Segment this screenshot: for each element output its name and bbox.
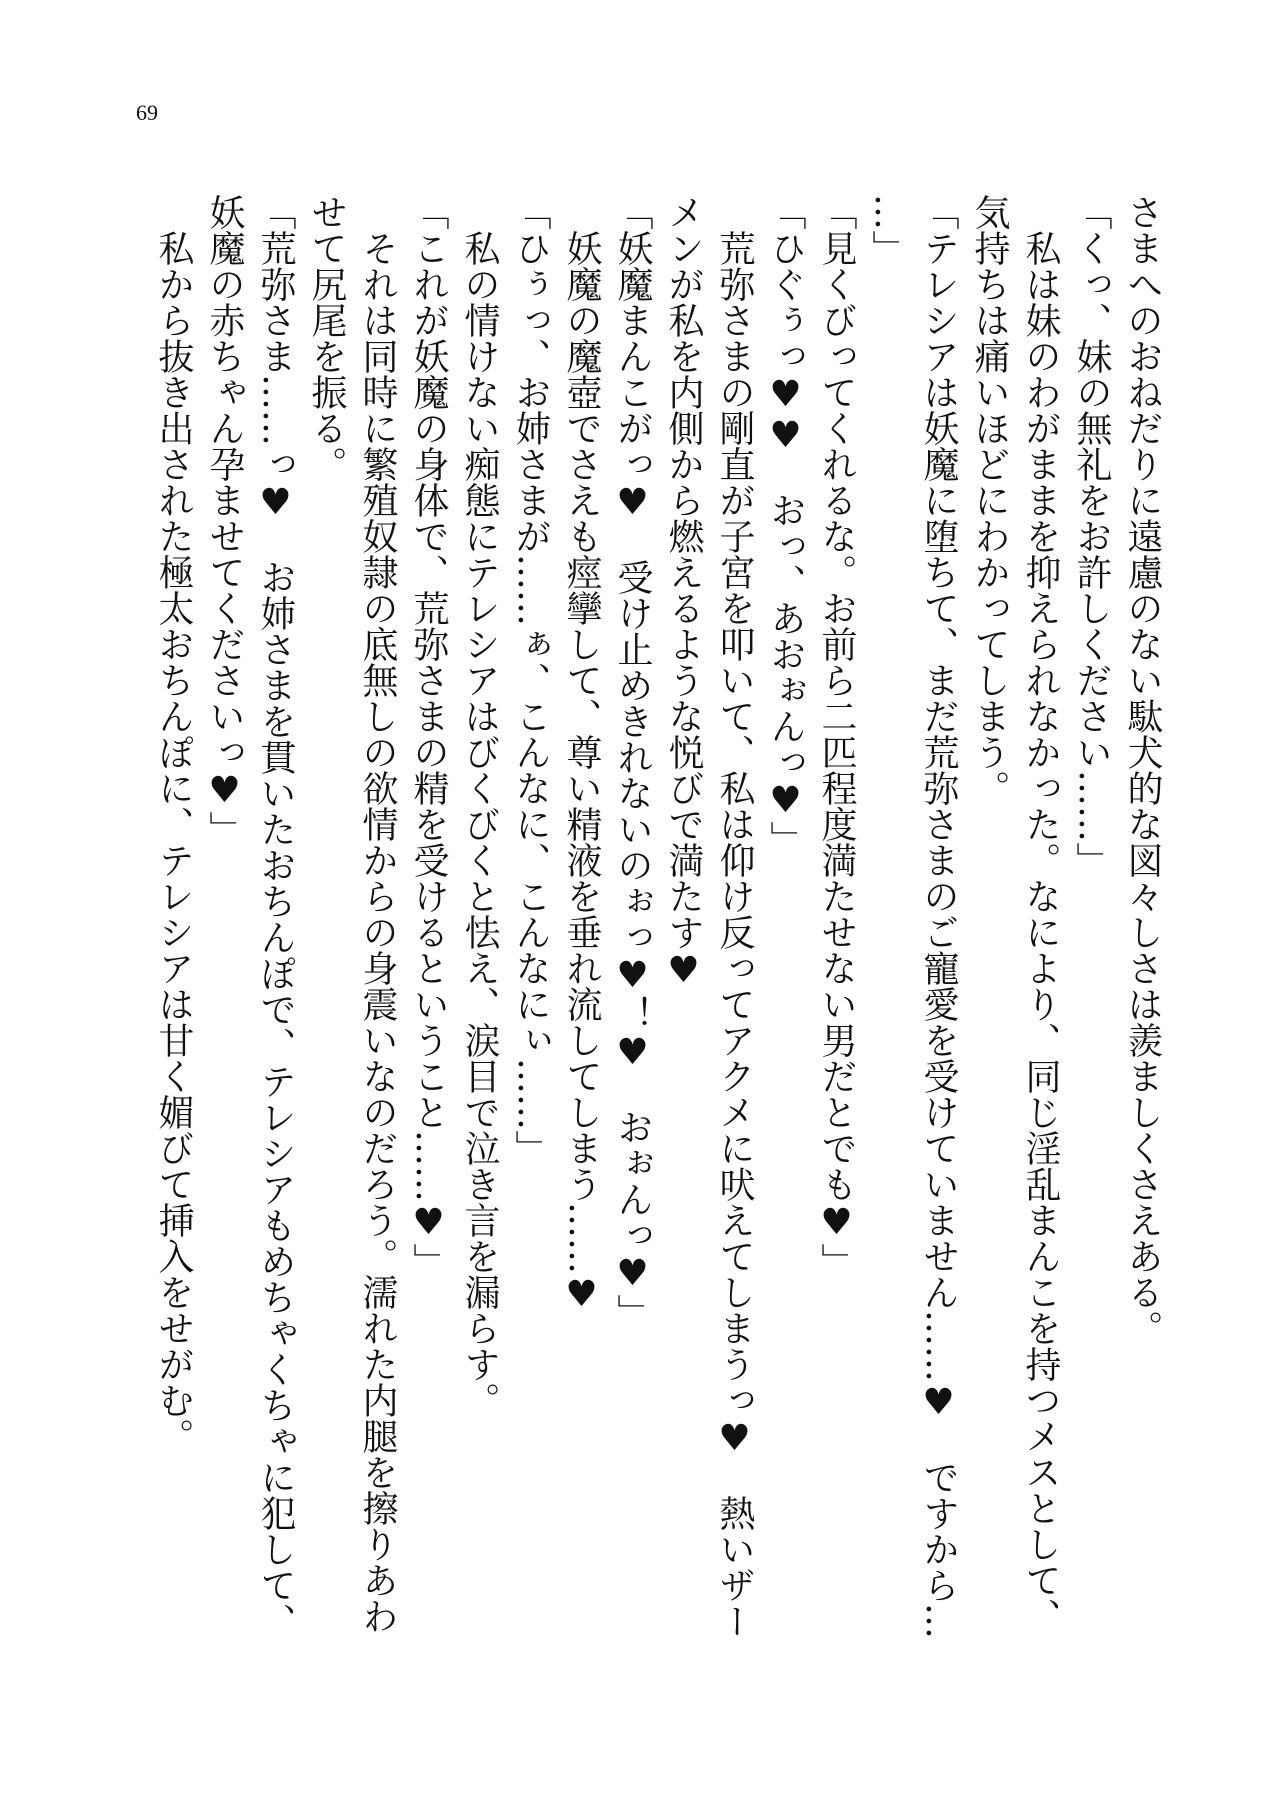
text-line: メンが私を内側から燃えるような悦びで満たす♥ [663, 194, 704, 991]
text-line: 妖魔の赤ちゃん孕ませてくださいっ♥」 [204, 194, 245, 847]
text-line: 荒弥さまの剛直が子宮を叩いて、私は仰け反ってアクメに吠えてしまうっ♥ 熱いザー [714, 194, 755, 1639]
text-line: 私の情けない痴態にテレシアはびくびくと怯え、涙目で泣き言を漏らす。 [459, 194, 500, 1418]
text-line: 妖魔の魔壺でさえも痙攣して、尊い精液を垂れ流してしまう……♥ [561, 194, 602, 1315]
text-line: 私は妹のわがままを抑えられなかった。なにより、同じ淫乱まんこを持つメスとして、 [1020, 194, 1061, 1634]
text-line: 「妖魔まんこがっ♥ 受け止めきれないのぉっ♥！♥ おぉんっ♥」 [612, 194, 653, 1330]
text-line: 「荒弥さま……っ♥ お姉さまを貫いたおちんぽで、テレシアもめちゃくちゃに犯して、 [255, 194, 296, 1639]
text-line: 「これが妖魔の身体で、荒弥さまの精を受けるということ……♥」 [408, 194, 449, 1279]
text-line: 「見くびってくれるな。お前ら二匹程度満たせない男だとでも♥」 [816, 194, 857, 1279]
text-line: せて尻尾を振る。 [306, 194, 347, 482]
text-line: 「ひぐぅっ♥♥ おっ、あおぉんっ♥」 [765, 194, 806, 857]
text-line: …」 [867, 194, 908, 266]
text-line: 私から抜き出された極太おちんぽに、テレシアは甘く媚びて挿入をせがむ。 [153, 194, 194, 1454]
vertical-text-body [148, 194, 1168, 1639]
text-line: 気持ちは痛いほどにわかってしまう。 [969, 194, 1010, 806]
page-number: 69 [136, 100, 158, 125]
text-line: 「テレシアは妖魔に堕ちて、まだ荒弥さまのご寵愛を受けていません……♥ ですから… [918, 194, 959, 1639]
text-line: それは同時に繁殖奴隷の底無しの欲情からの身震いなのだろう。濡れた内腿を擦りあわ [357, 194, 398, 1634]
text-line: 「ひぅっ、お姉さまが……ぁ、こんなに、こんなにぃ……」 [510, 194, 551, 1166]
text-line: 「くっ、妹の無礼をお許しください……」 [1071, 194, 1112, 878]
text-line: さまへのおねだりに遠慮のない駄犬的な図々しさは羨ましくさえある。 [1122, 194, 1163, 1346]
